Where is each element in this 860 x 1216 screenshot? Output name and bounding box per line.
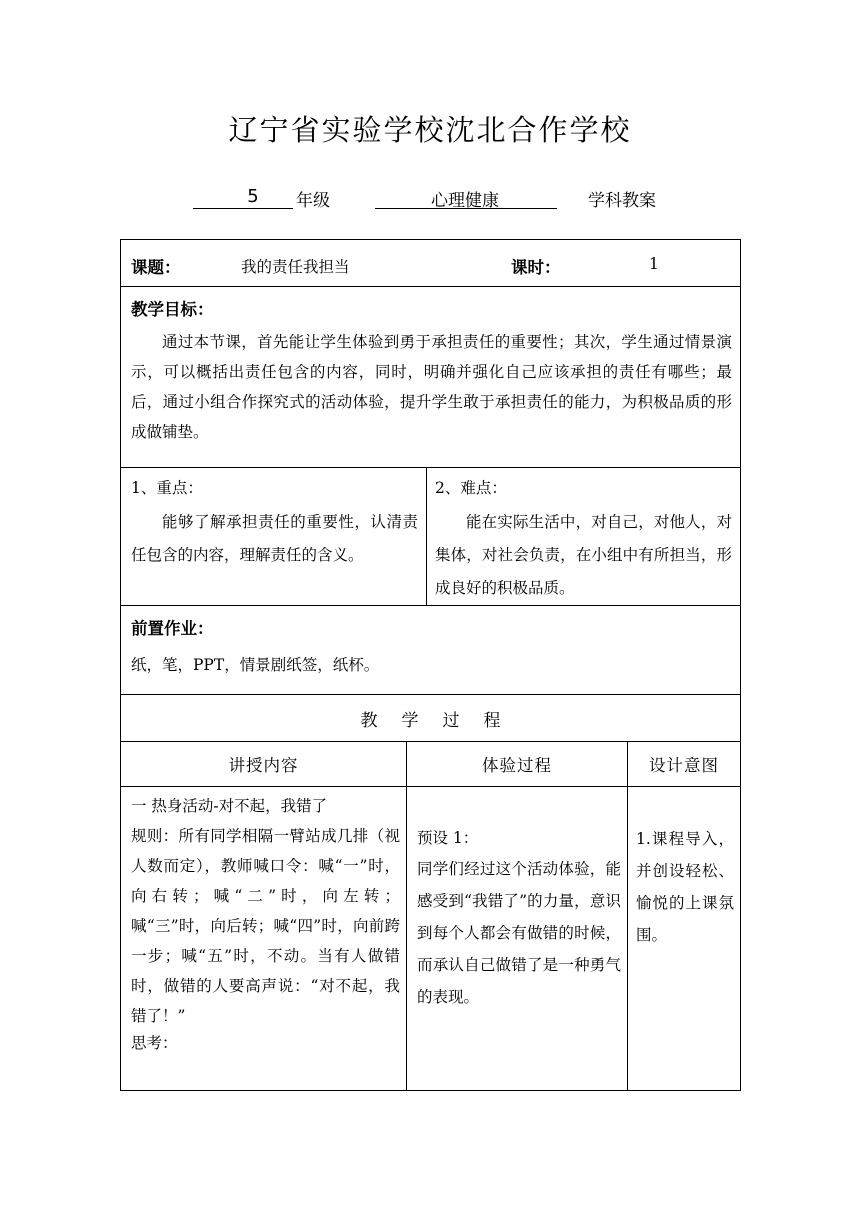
topic-label: 课题： (131, 258, 181, 277)
hours-label: 课时： (511, 258, 561, 277)
subject-underline (375, 208, 557, 209)
process-title-char: 程 (483, 710, 501, 731)
page-title: 辽宁省实验学校沈北合作学校 (228, 113, 632, 147)
preparation-row (121, 606, 741, 695)
intent-text: 1.课程导入，并创设轻松、愉悦的上课氛围。 (636, 830, 734, 944)
process-title-char: 学 (401, 710, 419, 731)
topic-value: 我的责任我担当 (241, 258, 350, 276)
col-header-experience: 体验过程 (482, 756, 552, 775)
process-header-row (121, 742, 741, 787)
preparation-label: 前置作业： (131, 619, 214, 638)
process-body-row (121, 787, 741, 1091)
topic-row (121, 240, 741, 287)
key-points-label: 1、重点： (131, 479, 203, 497)
grade-value: 5 (247, 186, 259, 207)
activity-rules: 规则：所有同学相隔一臂站成几排（视人数而定），教师喊口令：喊“一”时，向右转；喊“二”时，向左转；喊“三”时，向后转；喊“四”时，向前跨一步；喊“五”时，不动。当有人做错时，做错的人要高声说：“对不起，我错了！” (131, 827, 400, 1025)
key-difficult-row (121, 468, 741, 606)
process-title (121, 706, 740, 731)
difficulties-text: 能在实际生活中，对自己，对他人，对集体，对社会负责，在小组中有所担当，形成良好的积极品质。 (435, 513, 732, 597)
grade-label: 年级 (296, 191, 330, 211)
activity-think: 思考： (131, 1034, 178, 1052)
objectives-row (121, 287, 741, 468)
process-title-char: 教 (360, 710, 378, 731)
experience-title: 预设 1： (417, 829, 479, 847)
objectives-text: 通过本节课，首先能让学生体验到勇于承担责任的重要性；其次，学生通过情景演示，可以概括出责任包含的内容，同时，明确并强化自己应该承担的责任有哪些；最后，通过小组合作探究式的活动体验，提升学生敢于承担责任的能力，为积极品质的形成做铺垫。 (131, 333, 732, 441)
lesson-plan-table (120, 239, 741, 1091)
process-title-row (121, 695, 741, 742)
plan-label: 学科教案 (588, 191, 656, 211)
difficulties-label: 2、难点： (435, 479, 507, 497)
experience-text: 同学们经过这个活动体验，能感受到“我错了”的力量，意识到每个人都会有做错的时候，而承认自己做错了是一种勇气的表现。 (417, 860, 621, 1006)
activity-heading: 一 热身活动-对不起，我错了 (131, 797, 328, 815)
process-title-char: 过 (442, 710, 460, 731)
col-header-intent: 设计意图 (649, 756, 719, 775)
grade-underline (193, 208, 293, 209)
subject-value: 心理健康 (431, 191, 499, 211)
key-points-text: 能够了解承担责任的重要性，认清责任包含的内容，理解责任的含义。 (131, 513, 418, 564)
hours-value: 1 (649, 255, 659, 273)
preparation-text: 纸，笔，PPT，情景剧纸签，纸杯。 (131, 656, 380, 674)
col-header-content: 讲授内容 (228, 756, 299, 775)
objectives-label: 教学目标： (131, 300, 214, 319)
